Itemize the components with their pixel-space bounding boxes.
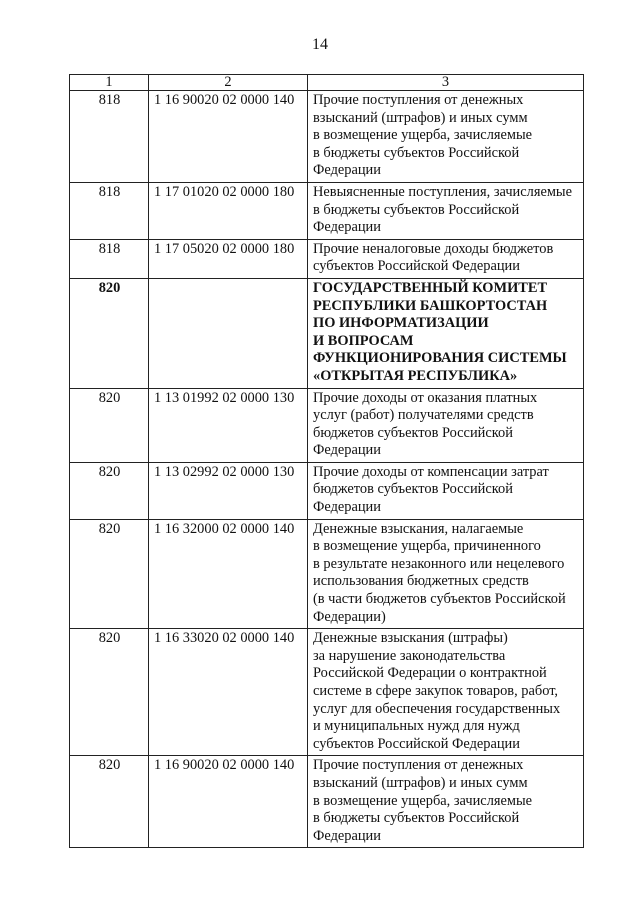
admin-code-cell: 820	[70, 629, 149, 756]
admin-code-cell: 818	[70, 91, 149, 183]
revenue-code-cell: 1 16 33020 02 0000 140	[149, 629, 308, 756]
revenue-code-cell: 1 16 90020 02 0000 140	[149, 756, 308, 848]
table-row	[70, 629, 584, 756]
table-row	[70, 388, 584, 462]
revenue-code-cell: 1 17 05020 02 0000 180	[149, 239, 308, 278]
description-cell: Денежные взыскания, налагаемые в возмещение ущерба, причиненного в результате незаконного или нецелевого использования бюджетных средств (в части бюджетов субъектов Российской Федерации)	[308, 519, 584, 629]
revenue-code-cell: 1 16 32000 02 0000 140	[149, 519, 308, 629]
admin-code-cell: 820	[70, 278, 149, 388]
description-cell: Денежные взыскания (штрафы) за нарушение законодательства Российской Федерации о контрактной системе в сфере закупок товаров, работ, услуг для обеспечения государственных и муниципальных нужд для нужд субъектов Российской Федерации	[308, 629, 584, 756]
description-cell: Прочие поступления от денежных взысканий (штрафов) и иных сумм в возмещение ущерба, зачисляемые в бюджеты субъектов Российской Федерации	[308, 91, 584, 183]
admin-code-cell: 820	[70, 519, 149, 629]
admin-code-cell: 820	[70, 388, 149, 462]
table-row	[70, 462, 584, 519]
column-header-2: 2	[149, 75, 308, 91]
description-cell: Прочие доходы от компенсации затрат бюджетов субъектов Российской Федерации	[308, 462, 584, 519]
column-header-3: 3	[308, 75, 584, 91]
description-cell: Невыясненные поступления, зачисляемые в бюджеты субъектов Российской Федерации	[308, 182, 584, 239]
admin-code-cell: 820	[70, 462, 149, 519]
table-row	[70, 756, 584, 848]
column-header-1: 1	[70, 75, 149, 91]
description-cell: Прочие доходы от оказания платных услуг (работ) получателями средств бюджетов субъектов Российской Федерации	[308, 388, 584, 462]
revenue-code-cell: 1 13 01992 02 0000 130	[149, 388, 308, 462]
description-cell: Прочие поступления от денежных взысканий (штрафов) и иных сумм в возмещение ущерба, зачисляемые в бюджеты субъектов Российской Федерации	[308, 756, 584, 848]
page-number: 14	[312, 36, 328, 53]
revenue-code-cell	[149, 278, 308, 388]
revenue-code-cell: 1 16 90020 02 0000 140	[149, 91, 308, 183]
admin-code-cell: 818	[70, 239, 149, 278]
admin-code-cell: 818	[70, 182, 149, 239]
table-row	[70, 519, 584, 629]
description-cell: Прочие неналоговые доходы бюджетов субъектов Российской Федерации	[308, 239, 584, 278]
table-row	[70, 239, 584, 278]
description-cell: ГОСУДАРСТВЕННЫЙ КОМИТЕТ РЕСПУБЛИКИ БАШКОРТОСТАН ПО ИНФОРМАТИЗАЦИИ И ВОПРОСАМ ФУНКЦИОНИРОВАНИЯ СИСТЕМЫ «ОТКРЫТАЯ РЕСПУБЛИКА»	[308, 278, 584, 388]
revenue-code-cell: 1 17 01020 02 0000 180	[149, 182, 308, 239]
revenue-codes-table	[69, 74, 584, 848]
revenue-code-cell: 1 13 02992 02 0000 130	[149, 462, 308, 519]
admin-code-cell: 820	[70, 756, 149, 848]
table-row-organization	[70, 278, 584, 388]
table-header-row	[70, 75, 584, 91]
table-row	[70, 91, 584, 183]
table-row	[70, 182, 584, 239]
